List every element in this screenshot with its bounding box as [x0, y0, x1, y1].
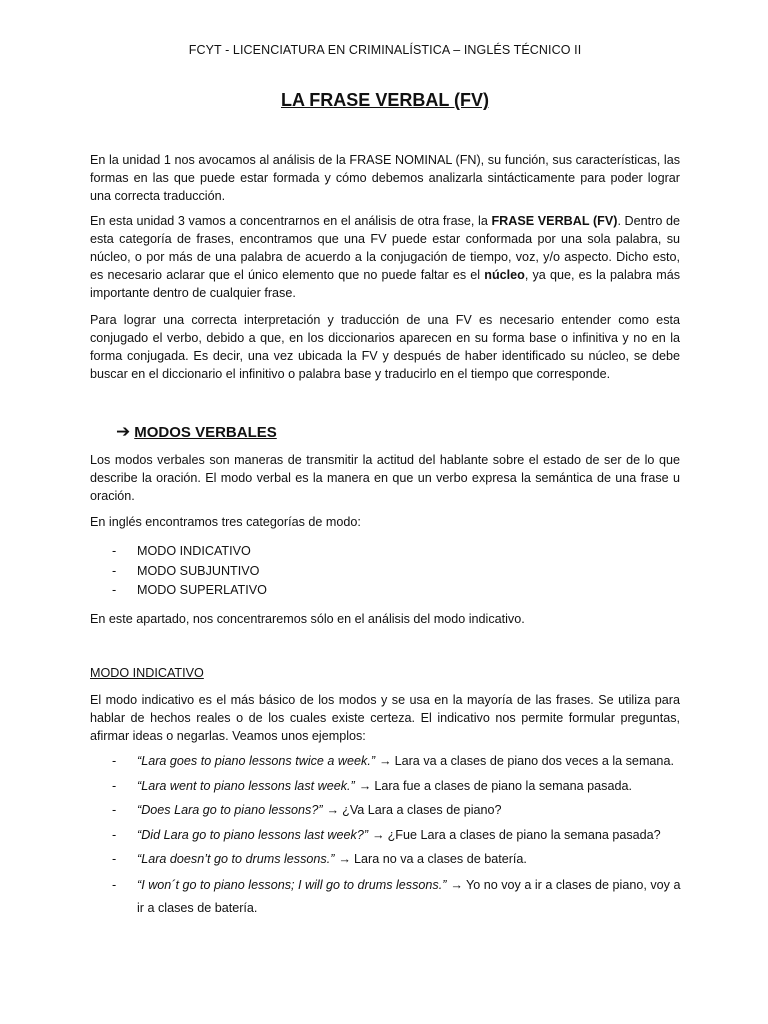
dash-bullet: - — [112, 583, 117, 597]
unit-paragraph-bold-nucleo: núcleo — [484, 268, 525, 282]
spanish-translation: Lara va a clases de piano dos veces a la semana. — [394, 754, 674, 768]
right-arrow-icon: → — [372, 827, 385, 842]
modes-intro-paragraph: En inglés encontramos tres categorías de modo: — [90, 515, 361, 529]
subheading-modo-indicativo: MODO INDICATIVO — [90, 666, 204, 680]
spanish-translation: Lara fue a clases de piano la semana pasada. — [374, 778, 632, 793]
unit-paragraph-text-c: . Dentro de esta categoría de frases, encontramos que una FV puede estar conformada por una sola palabra, su núcleo, o por más de una palabra de acuerdo a la conjugación de tiempo, voz, y/o aspecto. Dicho esto, es necesario aclarar que el único elemento que no puede faltar es el — [90, 214, 680, 282]
list-item — [90, 849, 690, 870]
list-item — [90, 800, 690, 821]
unit-paragraph — [90, 212, 680, 302]
list-item — [90, 562, 690, 582]
list-item — [90, 542, 690, 562]
right-arrow-icon: → — [358, 778, 372, 793]
list-item — [90, 874, 690, 920]
english-sentence: “I won´t go to piano lessons; I will go to drums lessons.” — [137, 877, 447, 892]
mode-label: MODO SUPERLATIVO — [137, 583, 267, 597]
running-header: FCYT - LICENCIATURA EN CRIMINALÍSTICA – INGLÉS TÉCNICO II — [188, 43, 582, 57]
dash-bullet: - — [112, 877, 117, 892]
modes-list — [90, 542, 690, 601]
list-item — [90, 581, 690, 601]
interpretation-paragraph: Para lograr una correcta interpretación y traducción de una FV es necesario entender como esta conjugado el verbo, debido a que, en los diccionarios aparecen en su forma base o infinitiva y no en la forma conjugada. Es decir, una vez ubicada la FV y después de haber identificado su núcleo, se debe buscar en el diccionario el infinitivo o palabra base y traducirlo en el tiempo que corresponde. — [90, 313, 680, 381]
right-arrow-icon: → — [338, 852, 351, 866]
english-sentence: “Lara goes to piano lessons twice a week.” — [137, 754, 376, 768]
mode-label: MODO SUBJUNTIVO — [137, 563, 260, 578]
dash-bullet: - — [112, 754, 117, 768]
list-item — [90, 825, 690, 846]
list-item — [90, 776, 690, 797]
english-sentence: “Lara doesn’t go to drums lessons.” — [137, 852, 335, 866]
spanish-translation: Yo no voy a ir a clases de piano, voy a ir a clases de batería. — [137, 877, 681, 915]
english-sentence: “Lara went to piano lessons last week.” — [137, 778, 355, 793]
document-title: LA FRASE VERBAL (FV) — [280, 90, 489, 110]
right-arrow-icon: → — [326, 803, 340, 817]
indicative-paragraph: El modo indicativo es el más básico de los modos y se usa en la mayoría de las frases. Se utiliza para hablar de hechos reales o de los cuales existe certeza. El indicativo nos permite formular preguntas, afirmar ideas o negarlas. Veamos unos ejemplos: — [90, 693, 680, 743]
spanish-translation: ¿Fue Lara a clases de piano la semana pasada? — [387, 827, 661, 842]
unit-paragraph-text-a: En esta unidad 3 vamos a concentrarnos en el análisis de otra frase, la — [90, 214, 492, 228]
dash-bullet: - — [112, 544, 117, 558]
right-arrow-icon: → — [379, 754, 392, 768]
mode-label: MODO INDICATIVO — [137, 544, 251, 558]
section-heading-modos-verbales — [116, 422, 277, 442]
spanish-translation: ¿Va Lara a clases de piano? — [342, 803, 502, 817]
section-heading-label: MODOS VERBALES — [134, 424, 277, 441]
unit-paragraph-text-e: , ya que, es la palabra más importante dentro de cualquier frase. — [90, 268, 680, 300]
dash-bullet: - — [112, 803, 117, 817]
focus-paragraph: En este apartado, nos concentraremos sólo en el análisis del modo indicativo. — [90, 612, 525, 626]
modes-definition-paragraph: Los modos verbales son maneras de transmitir la actitud del hablante sobre el estado de ser de lo que describe la oración. El modo verbal es la manera en que un verbo expresa la semántica de una frase u oración. — [90, 453, 680, 503]
right-arrow-icon: → — [450, 877, 463, 892]
examples-list — [90, 751, 690, 923]
english-sentence: “Did Lara go to piano lessons last week?” — [137, 827, 369, 842]
list-item — [90, 751, 690, 772]
dash-bullet: - — [112, 852, 117, 866]
right-arrow-icon: ➔ — [116, 422, 131, 441]
intro-paragraph: En la unidad 1 nos avocamos al análisis de la FRASE NOMINAL (FN), su función, sus características, las formas en las que puede estar formada y cómo debemos analizarla sintácticamente para poder lograr una correcta traducción. — [90, 153, 680, 203]
spanish-translation: Lara no va a clases de batería. — [354, 852, 527, 866]
english-sentence: “Does Lara go to piano lessons?” — [137, 803, 323, 817]
unit-paragraph-bold-fv: FRASE VERBAL (FV) — [491, 214, 618, 228]
dash-bullet: - — [112, 563, 117, 578]
dash-bullet: - — [112, 778, 117, 793]
dash-bullet: - — [112, 827, 117, 842]
